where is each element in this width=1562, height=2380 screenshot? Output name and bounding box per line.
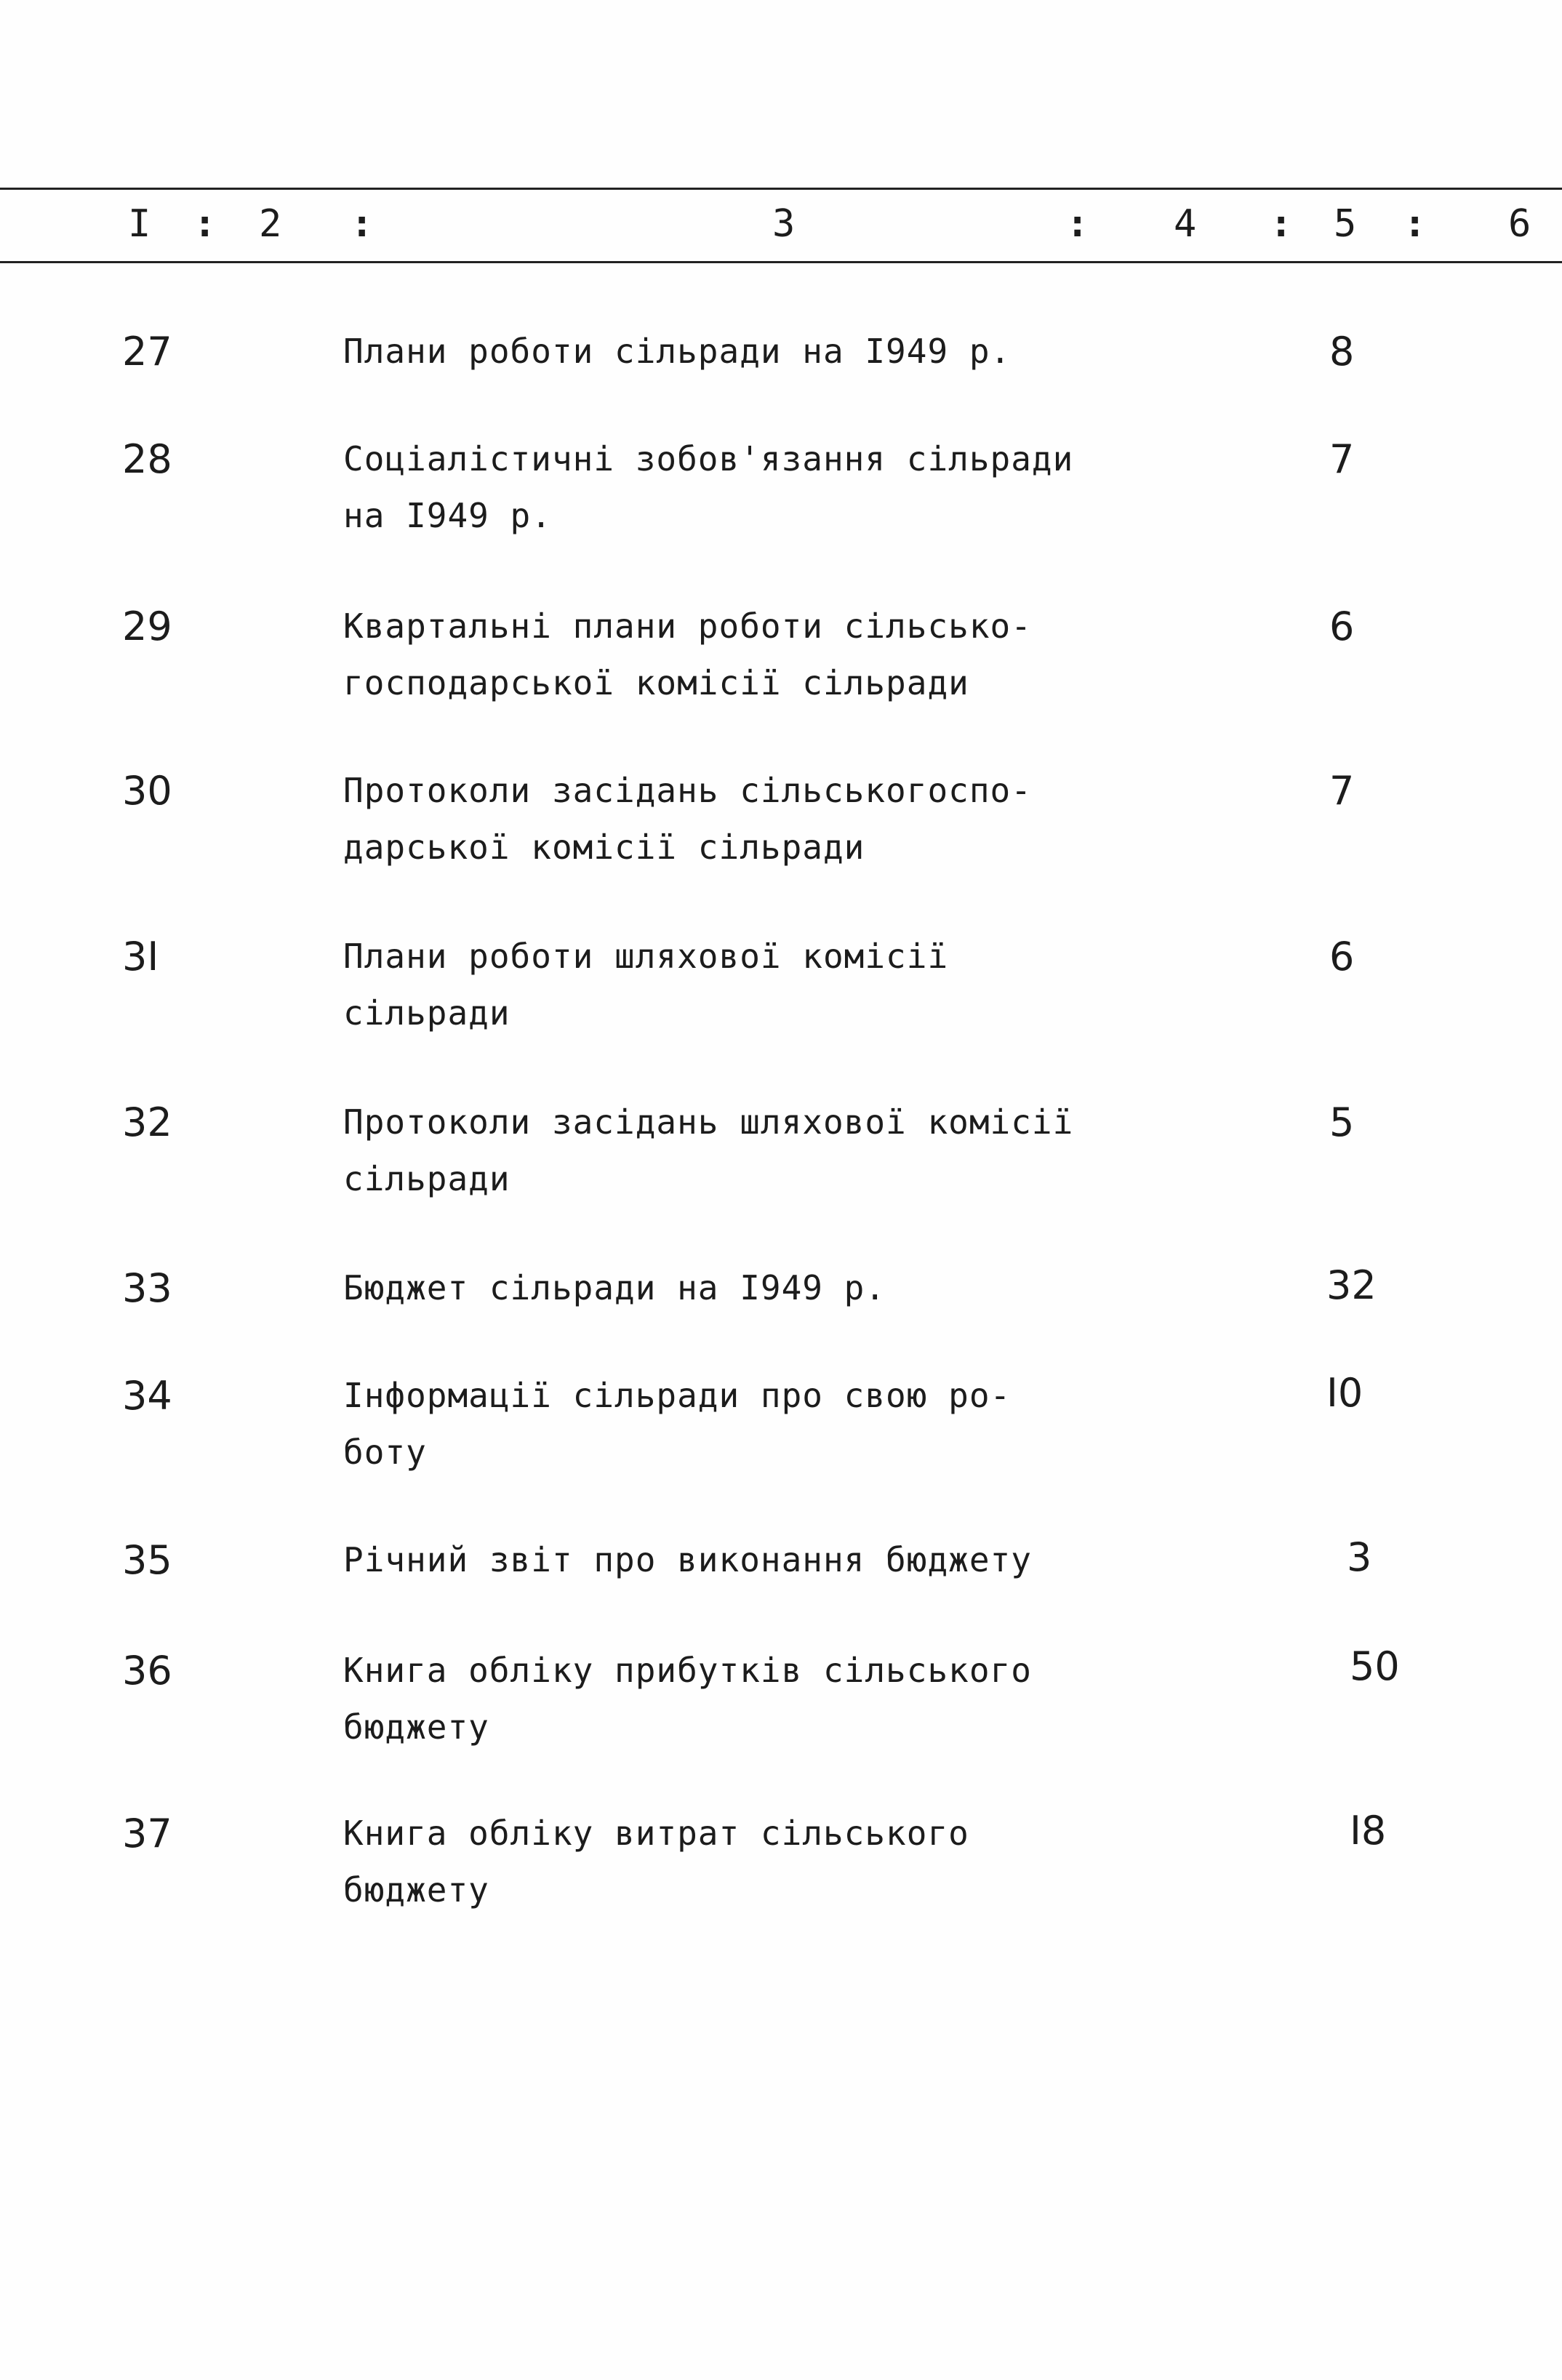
row-title-line: бюджету <box>343 1870 489 1910</box>
row-number: 34 <box>122 1373 172 1419</box>
row-title-line: сільради <box>343 1159 510 1198</box>
row-title-line: Соціалістичні зобов'язання сільради <box>343 439 1074 478</box>
row-title <box>343 598 1165 711</box>
row-number: 27 <box>122 329 172 374</box>
row-title-line: боту <box>343 1433 427 1472</box>
header-col-4: 4 <box>1174 202 1197 246</box>
header-col-2: 2 <box>259 202 282 246</box>
header-col-5: 5 <box>1334 202 1357 246</box>
row-title-line: на I949 р. <box>343 496 552 535</box>
row-title-line: Плани роботи сільради на I949 р. <box>343 332 1012 371</box>
row-title-line: Книга обліку витрат сільського <box>343 1814 969 1853</box>
row-title <box>343 1531 1165 1588</box>
row-title <box>343 1642 1165 1755</box>
row-title-line: Плани роботи шляхової комісії <box>343 937 949 976</box>
row-number: 3I <box>122 934 159 979</box>
row-number: 28 <box>122 436 172 482</box>
row-title-line: Протоколи засідань сільськогоспо- <box>343 771 1032 810</box>
row-title <box>343 1094 1165 1207</box>
row-number: 35 <box>122 1537 172 1583</box>
header-col-1: I <box>128 202 151 246</box>
row-title-line: дарської комісії сільради <box>343 828 865 867</box>
row-count: 8 <box>1329 329 1355 374</box>
row-title-line: Річний звіт про виконання бюджету <box>343 1540 1032 1579</box>
row-count: 50 <box>1350 1643 1400 1689</box>
row-count: 5 <box>1329 1099 1355 1145</box>
row-title-line: Квартальні плани роботи сільсько- <box>343 606 1032 646</box>
row-count: 32 <box>1326 1262 1377 1308</box>
header-separator: : <box>1403 202 1427 246</box>
row-title <box>343 928 1165 1041</box>
row-number: 33 <box>122 1265 172 1311</box>
row-title-line: господарської комісії сільради <box>343 663 969 702</box>
row-count: 3 <box>1347 1534 1372 1580</box>
row-title-line: Інформації сільради про свою ро- <box>343 1376 1012 1415</box>
header-bottom-rule <box>0 261 1562 263</box>
row-title-line: Протоколи засідань шляхової комісії <box>343 1102 1074 1142</box>
row-number: 36 <box>122 1648 172 1694</box>
header-separator: : <box>1270 202 1293 246</box>
header-col-3: 3 <box>772 202 796 246</box>
row-count: I0 <box>1326 1370 1363 1416</box>
row-title-line: Бюджет сільради на I949 р. <box>343 1268 886 1307</box>
row-count: I8 <box>1350 1808 1387 1854</box>
row-title-line: Книга обліку прибутків сільського <box>343 1651 1032 1690</box>
row-title <box>343 762 1165 876</box>
row-title <box>343 1805 1165 1918</box>
row-count: 6 <box>1329 934 1355 979</box>
row-count: 7 <box>1329 436 1355 482</box>
row-title <box>343 1259 1165 1316</box>
header-separator: : <box>1066 202 1089 246</box>
row-number: 30 <box>122 768 172 814</box>
row-number: 32 <box>122 1099 172 1145</box>
row-title <box>343 1367 1165 1481</box>
header-top-rule <box>0 188 1562 190</box>
row-title-line: бюджету <box>343 1707 489 1747</box>
row-count: 7 <box>1329 768 1355 814</box>
row-title <box>343 430 1165 544</box>
header-col-6: 6 <box>1508 202 1531 246</box>
row-title <box>343 323 1165 380</box>
row-title-line: сільради <box>343 993 510 1033</box>
row-count: 6 <box>1329 604 1355 649</box>
row-number: 29 <box>122 604 172 649</box>
header-separator: : <box>351 202 374 246</box>
header-separator: : <box>193 202 217 246</box>
row-number: 37 <box>122 1811 172 1856</box>
